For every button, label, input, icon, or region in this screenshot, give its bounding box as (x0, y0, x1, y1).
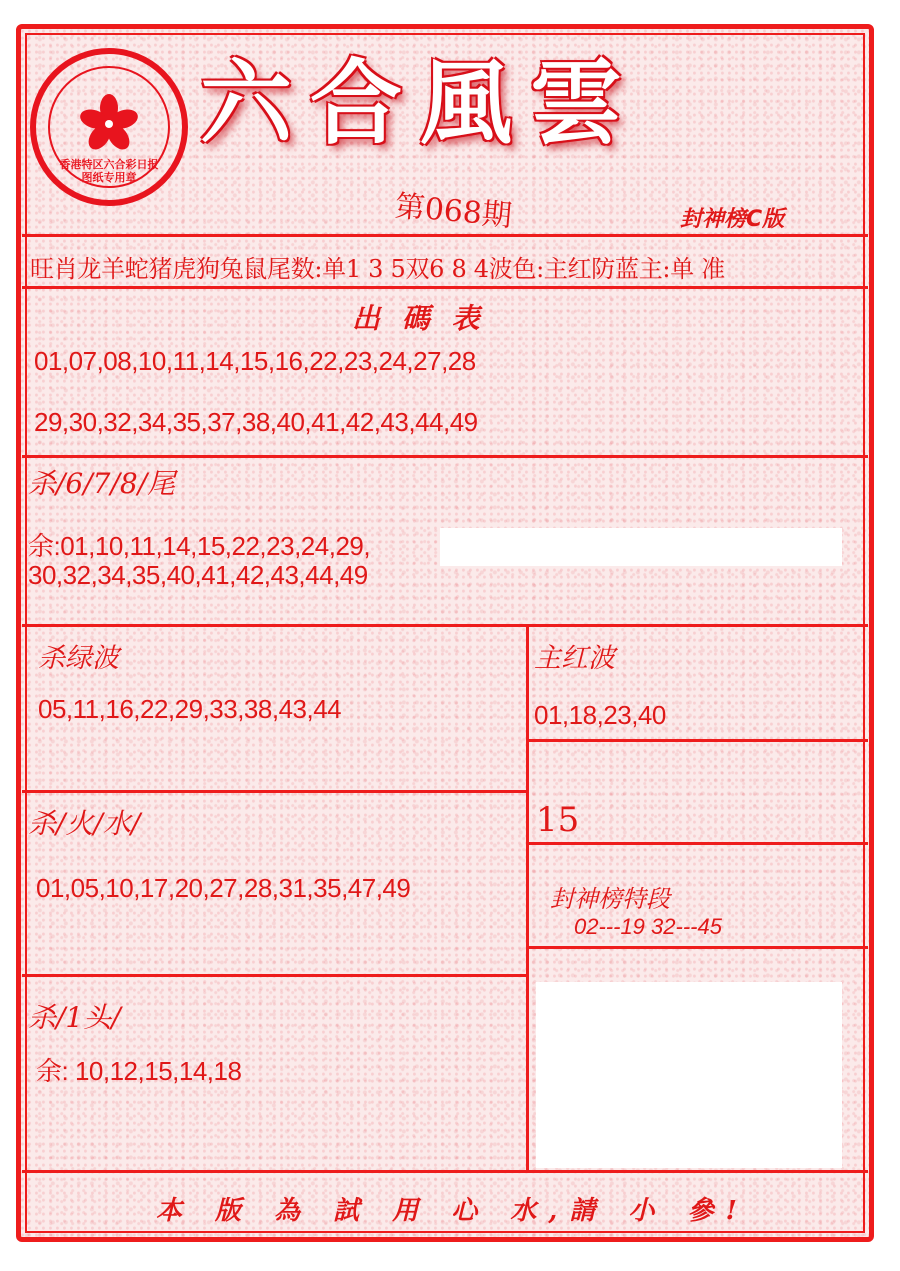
single-number: 15 (536, 800, 580, 840)
divider-footer (22, 1170, 868, 1173)
kill-tail-heading: 杀/6/7/8/尾 (28, 467, 176, 500)
kill-tail-line-2: 30,32,34,35,40,41,42,43,44,49 (28, 560, 368, 590)
kill-green-numbers: 05,11,16,22,29,33,38,43,44 (38, 694, 342, 724)
divider-tail (22, 624, 868, 627)
divider-right-2 (528, 842, 868, 845)
page-title: 六合風雲 (200, 49, 641, 157)
divider-header (22, 234, 868, 237)
main-red-heading: 主红波 (534, 643, 615, 674)
kill-tail-line-1: 余:01,10,11,14,15,22,23,24,29, (28, 531, 371, 561)
issue-number: 第068期 (393, 188, 514, 235)
divider-chuma (22, 455, 868, 458)
kill-head-heading: 杀/1头/ (28, 1001, 121, 1034)
chuma-row-2: 29,30,32,34,35,37,38,40,41,42,43,44,49 (34, 407, 478, 437)
kill-head-numbers: 余: 10,12,15,14,18 (36, 1056, 242, 1086)
summary-line: 旺肖龙羊蛇猪虎狗兔鼠尾数:单1 3 5双6 8 4波色:主红防蓝主:单 准 (30, 255, 725, 283)
chuma-heading: 出 碼 表 (352, 302, 486, 335)
blank-patch-top (440, 528, 842, 566)
chuma-row-1: 01,07,08,10,11,14,15,16,22,23,24,27,28 (34, 346, 476, 376)
divider-left-1 (22, 790, 528, 793)
divider-right-1 (528, 739, 868, 742)
stamp-text: 香港特区六合彩日报 图纸专用章 (59, 158, 159, 184)
seal-stamp (30, 48, 188, 206)
footer-note: 本 版 為 試 用 心 水,請 小 參! (156, 1196, 749, 1226)
special-segment-ranges: 02---19 32---45 (574, 914, 722, 939)
edition-label: 封神榜C版 (680, 207, 785, 232)
special-segment-heading: 封神榜特段 (550, 885, 670, 913)
kill-fire-water-heading: 杀/火/水/ (28, 807, 141, 840)
divider-summary (22, 286, 868, 289)
main-red-numbers: 01,18,23,40 (534, 700, 666, 730)
kill-green-heading: 杀绿波 (38, 643, 119, 674)
divider-left-2 (22, 974, 528, 977)
blank-patch-bottom (536, 982, 842, 1168)
column-divider (526, 624, 529, 1172)
kill-fire-water-numbers: 01,05,10,17,20,27,28,31,35,47,49 (36, 873, 411, 903)
divider-right-3 (528, 946, 868, 949)
bauhinia-flower-icon (79, 94, 139, 154)
